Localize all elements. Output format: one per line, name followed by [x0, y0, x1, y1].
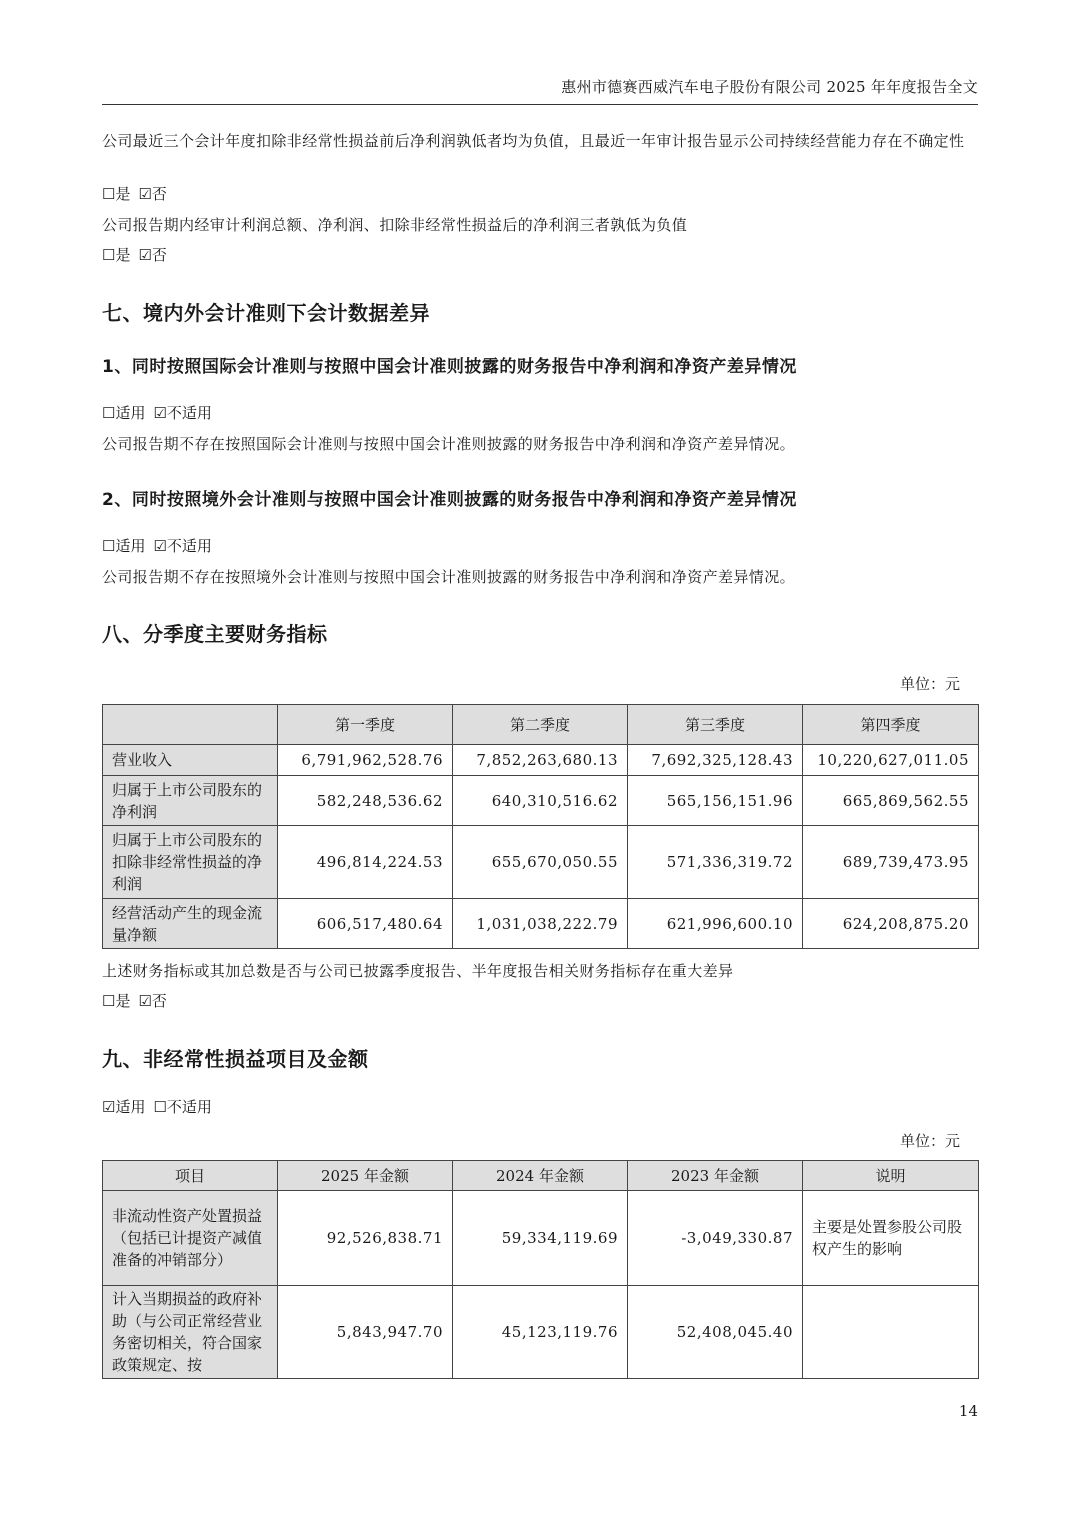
table-cell: 7,692,325,128.43	[628, 745, 803, 776]
row-label: 计入当期损益的政府补助（与公司正常经营业务密切相关，符合国家政策规定、按	[103, 1286, 278, 1379]
table-header-cell: 项目	[103, 1161, 278, 1191]
page-header: 惠州市德赛西威汽车电子股份有限公司 2025 年年度报告全文	[102, 76, 978, 105]
table-cell: 7,852,263,680.13	[453, 745, 628, 776]
intro-question-1-options	[102, 183, 978, 206]
table-cell: 582,248,536.62	[278, 776, 453, 826]
page-number: 14	[958, 1402, 978, 1420]
table-cell: 606,517,480.64	[278, 899, 453, 949]
checkbox-not-applicable[interactable]: ☐不适用	[153, 1098, 212, 1116]
table-cell: 640,310,516.62	[453, 776, 628, 826]
table-cell: 6,791,962,528.76	[278, 745, 453, 776]
table-cell: 624,208,875.20	[803, 899, 979, 949]
table-cell: 655,670,050.55	[453, 826, 628, 899]
section-8-title: 八、分季度主要财务指标	[102, 622, 328, 646]
table-header-cell: 第一季度	[278, 705, 453, 745]
section-7-1-options	[102, 402, 978, 425]
table-header-cell: 2023 年金额	[628, 1161, 803, 1191]
table-cell: 665,869,562.55	[803, 776, 979, 826]
section-7-title: 七、境内外会计准则下会计数据差异	[102, 301, 430, 325]
table-header-cell: 第二季度	[453, 705, 628, 745]
table-header-cell: 第三季度	[628, 705, 803, 745]
checkbox-no[interactable]: ☑否	[138, 992, 167, 1010]
checkbox-not-applicable[interactable]: ☑不适用	[153, 404, 212, 422]
table-cell: 571,336,319.72	[628, 826, 803, 899]
table-row	[103, 826, 979, 899]
section-7-1-title: 1、同时按照国际会计准则与按照中国会计准则披露的财务报告中净利润和净资产差异情况	[102, 357, 797, 377]
table-cell: 59,334,119.69	[453, 1191, 628, 1286]
table-header-row	[103, 1161, 979, 1191]
section-8-options	[102, 990, 978, 1013]
quarterly-financial-table	[102, 704, 979, 949]
row-label: 非流动性资产处置损益（包括已计提资产减值准备的冲销部分）	[103, 1191, 278, 1286]
checkbox-not-applicable[interactable]: ☑不适用	[153, 537, 212, 555]
quarterly-table-wrapper	[102, 704, 978, 949]
row-label: 归属于上市公司股东的扣除非经常性损益的净利润	[103, 826, 278, 899]
table-cell: -3,049,330.87	[628, 1191, 803, 1286]
checkbox-no[interactable]: ☑否	[138, 246, 167, 264]
checkbox-yes[interactable]: ☐是	[102, 185, 131, 203]
nonrecurring-items-table	[102, 1160, 979, 1379]
nonrecurring-table-wrapper	[102, 1160, 978, 1379]
table-row	[103, 1286, 979, 1379]
table-cell: 10,220,627,011.05	[803, 745, 979, 776]
intro-question-2-options	[102, 244, 978, 267]
intro-question-1: 公司最近三个会计年度扣除非经常性损益前后净利润孰低者均为负值，且最近一年审计报告显示公司持续经营能力存在不确定性	[102, 132, 965, 150]
table-header-cell: 2024 年金额	[453, 1161, 628, 1191]
section-7-2-text: 公司报告期不存在按照境外会计准则与按照中国会计准则披露的财务报告中净利润和净资产差异情况。	[102, 568, 796, 586]
checkbox-yes[interactable]: ☐是	[102, 992, 131, 1010]
table-note-cell: 主要是处置参股公司股权产生的影响	[803, 1191, 979, 1286]
table-cell: 565,156,151.96	[628, 776, 803, 826]
row-label: 归属于上市公司股东的净利润	[103, 776, 278, 826]
section-8-question: 上述财务指标或其加总数是否与公司已披露季度报告、半年度报告相关财务指标存在重大差异	[102, 962, 734, 980]
checkbox-applicable[interactable]: ☐适用	[102, 404, 146, 422]
table-header-cell: 2025 年金额	[278, 1161, 453, 1191]
row-label: 营业收入	[103, 745, 278, 776]
checkbox-applicable[interactable]: ☐适用	[102, 537, 146, 555]
table-cell: 621,996,600.10	[628, 899, 803, 949]
table-header-row	[103, 705, 979, 745]
table-cell: 1,031,038,222.79	[453, 899, 628, 949]
table-cell: 52,408,045.40	[628, 1286, 803, 1379]
section-7-1-text: 公司报告期不存在按照国际会计准则与按照中国会计准则披露的财务报告中净利润和净资产差异情况。	[102, 435, 796, 453]
table-note-cell	[803, 1286, 979, 1379]
table-row	[103, 1191, 979, 1286]
checkbox-no[interactable]: ☑否	[138, 185, 167, 203]
intro-question-2: 公司报告期内经审计利润总额、净利润、扣除非经常性损益后的净利润三者孰低为负值	[102, 216, 688, 234]
table-cell: 92,526,838.71	[278, 1191, 453, 1286]
section-9-options	[102, 1096, 978, 1119]
section-9-unit: 单位：元	[899, 1132, 960, 1150]
section-8-unit: 单位：元	[899, 675, 960, 693]
row-label: 经营活动产生的现金流量净额	[103, 899, 278, 949]
table-header-cell: 第四季度	[803, 705, 979, 745]
table-cell: 689,739,473.95	[803, 826, 979, 899]
table-header-cell: 说明	[803, 1161, 979, 1191]
section-9-title: 九、非经常性损益项目及金额	[102, 1047, 369, 1071]
checkbox-applicable[interactable]: ☑适用	[102, 1098, 146, 1116]
table-row	[103, 776, 979, 826]
checkbox-yes[interactable]: ☐是	[102, 246, 131, 264]
table-row	[103, 745, 979, 776]
table-cell: 496,814,224.53	[278, 826, 453, 899]
table-cell: 5,843,947.70	[278, 1286, 453, 1379]
table-row	[103, 899, 979, 949]
section-7-2-options	[102, 535, 978, 558]
table-header-cell	[103, 705, 278, 745]
section-7-2-title: 2、同时按照境外会计准则与按照中国会计准则披露的财务报告中净利润和净资产差异情况	[102, 490, 797, 510]
table-cell: 45,123,119.76	[453, 1286, 628, 1379]
